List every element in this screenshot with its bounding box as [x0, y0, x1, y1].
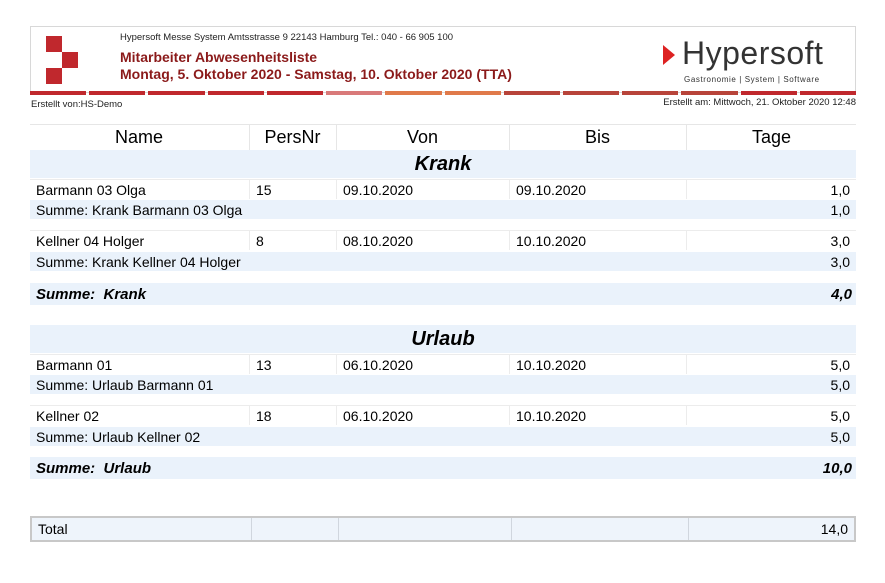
stripe-segment: [89, 91, 145, 95]
column-header-persnr: PersNr: [249, 125, 335, 150]
stripe-segment: [445, 91, 501, 95]
employee-sum-value: 3,0: [830, 253, 850, 270]
cell-bis: 10.10.2020: [509, 355, 685, 374]
column-header-tage: Tage: [686, 125, 856, 150]
brand-name: Hypersoft: [682, 35, 824, 71]
brand-tagline: Gastronomie | System | Software: [684, 75, 820, 84]
stripe-segment: [504, 91, 560, 95]
report-period: Montag, 5. Oktober 2020 - Samstag, 10. Oktober 2020 (TTA): [120, 66, 512, 82]
total-value: 14,0: [688, 518, 854, 540]
stripe-segment: [148, 91, 204, 95]
cell-tage: 3,0: [686, 231, 856, 250]
created-by: Erstellt von:HS-Demo: [31, 99, 123, 110]
group-sum-label: Summe: Krank: [36, 285, 147, 303]
cell-von: 09.10.2020: [336, 180, 508, 199]
cell-persnr: 18: [249, 406, 335, 425]
employee-sum-row: [30, 200, 856, 219]
stripe-segment: [741, 91, 797, 95]
cell-name: Kellner 04 Holger: [36, 232, 145, 249]
group-sum-value: 4,0: [831, 285, 852, 303]
company-address: Hypersoft Messe System Amtsstrasse 9 22143 Hamburg Tel.: 040 - 66 905 100: [120, 32, 454, 43]
total-empty-cell: [511, 518, 687, 540]
employee-sum-row: [30, 427, 856, 446]
header-color-stripe: [30, 91, 856, 95]
employee-sum-value: 5,0: [830, 376, 850, 393]
table-row: [30, 405, 856, 425]
cell-bis: 10.10.2020: [509, 231, 685, 250]
employee-sum-value: 1,0: [830, 201, 850, 218]
cell-name: Barmann 03 Olga: [36, 181, 146, 198]
stripe-segment: [267, 91, 323, 95]
stripe-segment: [30, 91, 86, 95]
stripe-segment: [681, 91, 737, 95]
employee-sum-label: Summe: Urlaub Barmann 01: [36, 376, 214, 393]
company-logo-icon: [46, 36, 94, 84]
employee-sum-label: Summe: Krank Barmann 03 Olga: [36, 201, 243, 218]
stripe-segment: [622, 91, 678, 95]
brand-arrow-icon: [663, 45, 675, 65]
created-at: Erstellt am: Mittwoch, 21. Oktober 2020 12:48: [663, 97, 856, 108]
group-sum-row-krank: [30, 283, 856, 305]
table-header: [30, 124, 856, 150]
stripe-segment: [385, 91, 441, 95]
cell-persnr: 8: [249, 231, 335, 250]
employee-sum-label: Summe: Urlaub Kellner 02: [36, 428, 201, 445]
total-label: Total: [38, 521, 68, 537]
employee-sum-row: [30, 375, 856, 394]
total-row: [30, 516, 856, 542]
group-title-krank: Krank: [30, 150, 856, 178]
stripe-segment: [326, 91, 382, 95]
cell-von: 06.10.2020: [336, 406, 508, 425]
cell-tage: 5,0: [686, 406, 856, 425]
cell-persnr: 13: [249, 355, 335, 374]
employee-sum-value: 5,0: [830, 428, 850, 445]
column-header-name: Name: [114, 127, 163, 147]
cell-von: 06.10.2020: [336, 355, 508, 374]
report-title: Mitarbeiter Abwesenheitsliste: [120, 49, 318, 65]
cell-bis: 10.10.2020: [509, 406, 685, 425]
cell-persnr: 15: [249, 180, 335, 199]
employee-sum-row: [30, 252, 856, 271]
group-title-urlaub: Urlaub: [30, 325, 856, 353]
stripe-segment: [800, 91, 856, 95]
table-row: [30, 179, 856, 199]
table-row: [30, 230, 856, 250]
cell-name: Kellner 02: [36, 407, 100, 424]
cell-von: 08.10.2020: [336, 231, 508, 250]
cell-tage: 5,0: [686, 355, 856, 374]
stripe-segment: [563, 91, 619, 95]
cell-name: Barmann 01: [36, 356, 113, 373]
cell-bis: 09.10.2020: [509, 180, 685, 199]
hypersoft-brand: [658, 35, 843, 85]
cell-tage: 1,0: [686, 180, 856, 199]
table-row: [30, 354, 856, 374]
group-sum-value: 10,0: [822, 459, 852, 477]
total-empty-cell: [251, 518, 337, 540]
column-header-bis: Bis: [509, 125, 685, 150]
group-sum-row-urlaub: [30, 457, 856, 479]
employee-sum-label: Summe: Krank Kellner 04 Holger: [36, 253, 241, 270]
column-header-von: Von: [336, 125, 508, 150]
total-empty-cell: [338, 518, 510, 540]
stripe-segment: [208, 91, 264, 95]
group-sum-label: Summe: Urlaub: [36, 459, 152, 477]
